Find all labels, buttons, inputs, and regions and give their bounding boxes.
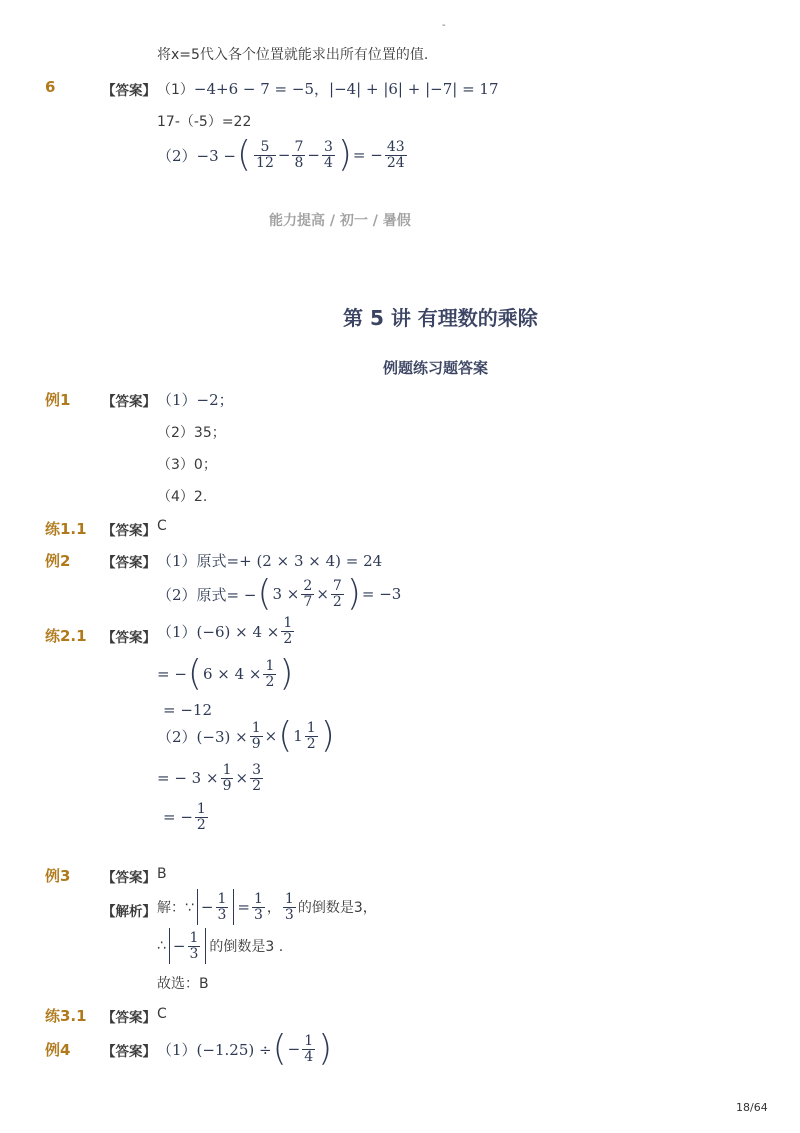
fraction: $\frac{1}{9}$ [222, 762, 232, 794]
fraction: $\frac{7}{8}$ [294, 138, 304, 171]
p21-line2-term: 6 × 4 × [202, 665, 262, 683]
equals-sign: = [237, 898, 250, 916]
ex2-line2-prefix: （2）原式= − [157, 585, 257, 604]
ex3-justify-line1 [157, 889, 377, 925]
ex3-conclusion: 故选：B [157, 976, 209, 992]
example-2-tag: 例2 [45, 552, 71, 570]
note-line: 将x=5代入各个位置就能求出所有位置的值. [157, 47, 429, 63]
p21-line4 [157, 715, 336, 756]
p21-line4-expr: （2）(−3) × [157, 727, 248, 746]
fraction: $\frac{1}{2}$ [265, 657, 275, 690]
p21-line2-prefix: = − [157, 665, 187, 683]
right-paren: ) [318, 1028, 333, 1069]
right-paren: ) [346, 573, 361, 614]
example-1-tag: 例1 [45, 391, 71, 409]
ex3-j1-prefix: 解：∵ [157, 900, 194, 916]
fraction: $\frac{1}{2}$ [196, 801, 206, 833]
page-footer: 能力提高 / 初一 / 暑假 [269, 213, 411, 229]
mixed-number-whole: 1 [293, 727, 303, 745]
comma: ， [266, 900, 281, 916]
answer-label: 【答案】 [102, 394, 156, 410]
practice-3-1-tag: 练3.1 [45, 1007, 87, 1025]
answer-label: 【答案】 [102, 83, 156, 99]
minus-sign: − [172, 937, 186, 955]
left-paren: ( [237, 134, 252, 175]
p21-line1-expr: （1）(−6) × 4 × [157, 622, 280, 641]
abs-bar [205, 928, 206, 964]
q6-line2: 17-（-5）=22 [157, 114, 252, 130]
times-sign: × [235, 769, 249, 788]
p21-line6-prefix: = − [163, 808, 193, 827]
fraction: $\frac{1}{4}$ [304, 1032, 314, 1065]
left-paren: ( [272, 1028, 287, 1069]
ex3-answer: B [157, 866, 167, 882]
q6-line1-prefix: （1） [157, 81, 194, 98]
p21-line3: = −12 [163, 701, 212, 719]
answer-label: 【答案】 [102, 1044, 156, 1060]
ex4-line1-expr: （1）(−1.25) ÷ [157, 1040, 272, 1059]
ex2-line2 [157, 573, 402, 614]
example-3-tag: 例3 [45, 867, 71, 885]
ex1-answer-4: （4）2. [157, 489, 208, 505]
practice-2-1-tag: 练2.1 [45, 627, 87, 645]
abs-bar [169, 928, 170, 964]
ex4-line1 [157, 1028, 333, 1069]
fraction: $\frac{1}{3}$ [284, 890, 294, 923]
fraction: $\frac{5}{12}$ [256, 138, 274, 171]
fraction: $\frac{3}{2}$ [252, 762, 261, 794]
ex2-line1: （1）原式=+ (2 × 3 × 4) = 24 [157, 552, 383, 570]
fraction: $\frac{1}{2}$ [283, 615, 293, 647]
minus-sign: − [307, 146, 320, 164]
right-paren: ) [279, 653, 294, 694]
practice-1-1-tag: 练1.1 [45, 520, 87, 538]
abs-bar [197, 889, 198, 925]
q6-line3-prefix: （2）−3 − [157, 146, 236, 165]
right-paren: ) [337, 134, 352, 175]
left-paren: ( [187, 653, 202, 694]
fraction: $\frac{1}{3}$ [254, 890, 263, 923]
abs-bar [233, 889, 234, 925]
minus-sign: − [200, 898, 214, 916]
practice-1-1-answer: C [157, 518, 167, 534]
fraction: $\frac{1}{3}$ [217, 890, 227, 923]
minus-sign: − [277, 146, 291, 164]
lecture-title: 第 5 讲 有理数的乘除 [343, 306, 538, 330]
p21-line2 [157, 653, 294, 694]
fraction: $\frac{1}{9}$ [251, 719, 261, 752]
fraction: $\frac{1}{2}$ [306, 719, 316, 752]
p21-line6 [163, 802, 210, 832]
question-number-6: 6 [45, 78, 56, 96]
ex1-answer-2: （2）35； [157, 425, 226, 441]
answer-label: 【答案】 [102, 523, 156, 539]
times-sign: × [316, 585, 329, 603]
p21-line5-expr: = − 3 × [157, 769, 219, 788]
left-paren: ( [278, 715, 293, 756]
analysis-label: 【解析】 [102, 904, 156, 920]
ex3-j2-end: 的倒数是3 . [209, 939, 284, 955]
fraction: $\frac{2}{7}$ [303, 577, 313, 610]
q6-line1-math: −4+6 − 7 = −5，|−4| + |6| + |−7| = 17 [193, 80, 499, 98]
fraction: $\frac{43}{24}$ [386, 138, 405, 171]
minus-sign: − [287, 1040, 301, 1058]
ex3-j1-end: 的倒数是3， [297, 900, 377, 916]
section-title: 例题练习题答案 [383, 359, 489, 377]
fraction: $\frac{1}{3}$ [189, 929, 199, 962]
left-paren: ( [257, 573, 272, 614]
answer-label: 【答案】 [102, 1010, 156, 1026]
ex1-answer-3: （3）0； [157, 457, 217, 473]
practice-3-1-answer: C [157, 1006, 167, 1022]
answer-label: 【答案】 [102, 555, 156, 571]
fraction: $\frac{7}{2}$ [332, 577, 342, 610]
page-number: 18/64 [736, 1101, 768, 1114]
ex2-line2-result: = −3 [361, 585, 402, 603]
right-paren: ) [320, 715, 335, 756]
ex2-line2-term: 3 × [272, 585, 300, 603]
ex3-j2-prefix: ∴ [157, 938, 166, 954]
ex3-justify-line2 [157, 928, 283, 964]
q6-line3 [157, 134, 409, 175]
times-sign: × [264, 727, 278, 745]
p21-line5 [157, 763, 265, 793]
p21-line1 [157, 616, 296, 646]
top-mark: - [442, 20, 446, 31]
q6-line1 [157, 78, 499, 99]
answer-label: 【答案】 [102, 870, 156, 886]
equals-minus: = − [352, 146, 383, 164]
ex1-answer-1: （1）−2； [157, 391, 234, 409]
example-4-tag: 例4 [45, 1041, 71, 1059]
answer-label: 【答案】 [102, 630, 156, 646]
fraction: $\frac{3}{4}$ [323, 138, 333, 171]
